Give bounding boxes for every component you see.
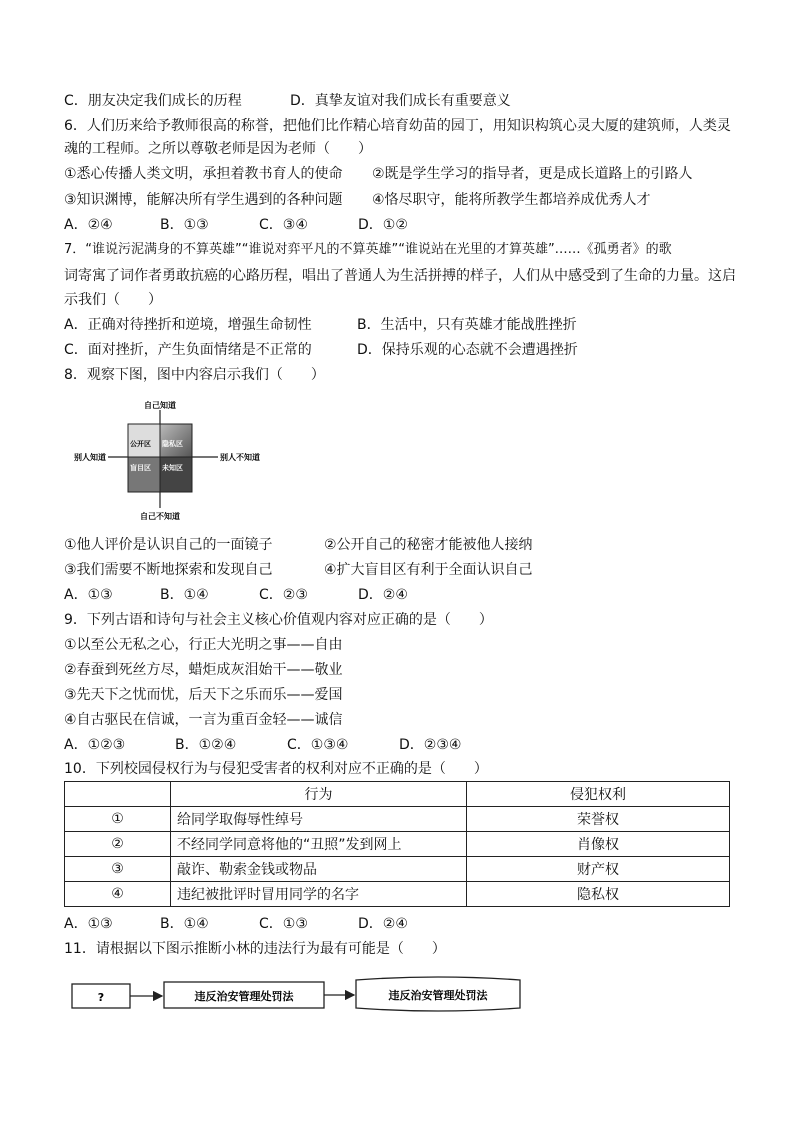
- label-others-know: 别人知道: [74, 453, 106, 462]
- q10-option-d: D．②④: [358, 916, 408, 932]
- table-header-cell: 行为: [171, 782, 467, 807]
- q9-option-b: B．①②④: [175, 737, 237, 753]
- q8-statement-2: ②公开自己的秘密才能被他人接纳: [324, 537, 533, 553]
- q9-statement-3: ③先天下之忧而忧，后天下之乐而乐——爱国: [64, 687, 343, 703]
- q7-option-b: B．生活中，只有英雄才能战胜挫折: [357, 317, 577, 333]
- q6-option-c: C．③④: [259, 217, 308, 233]
- q7-stem-line2: 词寄寓了词作者勇敢抗癌的心路历程，唱出了普通人为生活拼搏的样子，人们从中感受到了生命的力量。这启: [64, 268, 736, 284]
- q7-stem-line1: 7．“谁说污泥满身的不算英雄”“谁说对弈平凡的不算英雄”“谁说站在光里的才算英雄”……《孤勇者》的歌: [64, 242, 672, 257]
- table-header-cell: [65, 782, 171, 807]
- table-header-row: [65, 782, 730, 807]
- label-self-not-know: 自己不知道: [140, 512, 180, 521]
- q6-statement-2: ②既是学生学习的指导者，更是成长道路上的引路人: [372, 166, 693, 182]
- q7-stem-line3: 示我们（ ）: [64, 292, 162, 308]
- q6-stem-line1: 6．人们历来给予教师很高的称誉，把他们比作精心培育幼苗的园丁，用知识构筑心灵大厦的建筑师，人类灵: [64, 118, 731, 134]
- q8-statement-4: ④扩大盲目区有利于全面认识自己: [324, 562, 533, 578]
- q8-option-d: D．②④: [358, 587, 408, 603]
- table-row: [65, 882, 730, 907]
- q6-option-a: A．②④: [64, 217, 113, 233]
- label-unknown-area: 未知区: [162, 464, 183, 472]
- q8-statement-3: ③我们需要不断地探索和发现自己: [64, 562, 273, 578]
- q9-option-c: C．①③④: [287, 737, 349, 753]
- quadrant-blind: [128, 457, 160, 492]
- q10-option-a: A．①③: [64, 916, 113, 932]
- label-hidden-area: 隐私区: [162, 440, 183, 448]
- q10-stem: 10．下列校园侵权行为与侵犯受害者的权利对应不正确的是（ ）: [64, 761, 488, 777]
- label-open-area: 公开区: [130, 440, 151, 448]
- q9-statement-4: ④自古驱民在信诚，一言为重百金轻——诚信: [64, 712, 343, 728]
- table-row: [65, 832, 730, 857]
- q9-statement-2: ②春蚕到死丝方尽，蜡炬成灰泪始干——敬业: [64, 662, 343, 678]
- q5-option-d: D．真挚友谊对我们成长有重要意义: [290, 93, 511, 109]
- label-blind-area: 盲目区: [130, 464, 151, 472]
- table-cell: ③: [65, 857, 171, 882]
- q6-option-d: D．①②: [358, 217, 408, 233]
- q8-option-a: A．①③: [64, 587, 113, 603]
- q7-option-d: D．保持乐观的心态就不会遭遇挫折: [357, 342, 578, 358]
- q8-option-c: C．②③: [259, 587, 308, 603]
- q9-option-a: A．①②③: [64, 737, 126, 753]
- q7-option-a: A．正确对待挫折和逆境，增强生命韧性: [64, 317, 312, 333]
- table-row: [65, 857, 730, 882]
- table-cell: ①: [65, 807, 171, 832]
- q9-stem: 9．下列古语和诗句与社会主义核心价值观内容对应正确的是（ ）: [64, 612, 493, 628]
- table-cell: 荣誉权: [467, 807, 730, 832]
- q10-option-b: B．①④: [160, 916, 209, 932]
- table-cell: 敲诈、勒索金钱或物品: [171, 857, 467, 882]
- q8-option-b: B．①④: [160, 587, 209, 603]
- flow-box-middle-label: 违反治安管理处罚法: [194, 990, 294, 1003]
- q6-statement-4: ④恪尽职守，能将所教学生都培养成优秀人才: [372, 192, 651, 208]
- johari-window-diagram: [70, 398, 270, 523]
- table-cell: 不经同学同意将他的“丑照”发到网上: [171, 832, 467, 857]
- table-cell: 给同学取侮辱性绰号: [171, 807, 467, 832]
- table-cell: 财产权: [467, 857, 730, 882]
- table-cell: 隐私权: [467, 882, 730, 907]
- q5-option-c: C．朋友决定我们成长的历程: [64, 93, 242, 109]
- flow-box-unknown-label: ?: [97, 991, 105, 1004]
- table-header-cell: 侵犯权利: [467, 782, 730, 807]
- q7-option-c: C．面对挫折，产生负面情绪是不正常的: [64, 342, 312, 358]
- q10-option-c: C．①③: [259, 916, 308, 932]
- table-cell: ②: [65, 832, 171, 857]
- label-others-not-know: 别人不知道: [220, 453, 260, 462]
- q6-statement-1: ①悉心传播人类文明，承担着教书育人的使命: [64, 166, 343, 182]
- q8-statement-1: ①他人评价是认识自己的一面镜子: [64, 537, 273, 553]
- table-cell: ④: [65, 882, 171, 907]
- q9-option-d: D．②③④: [399, 737, 462, 753]
- table-cell: 违纪被批评时冒用同学的名字: [171, 882, 467, 907]
- q6-stem-line2: 魂的工程师。之所以尊敬老师是因为老师（ ）: [64, 141, 372, 157]
- q11-stem: 11．请根据以下图示推断小林的违法行为最有可能是（ ）: [64, 941, 446, 957]
- table-row: [65, 807, 730, 832]
- label-self-know: 自己知道: [144, 401, 176, 410]
- rights-table: [64, 781, 730, 907]
- q8-stem: 8．观察下图，图中内容启示我们（ ）: [64, 367, 325, 383]
- q6-statement-3: ③知识渊博，能解决所有学生遇到的各种问题: [64, 192, 343, 208]
- q9-statement-1: ①以至公无私之心，行正大光明之事——自由: [64, 637, 343, 653]
- quadrant-unknown: [160, 457, 192, 492]
- q6-option-b: B．①③: [160, 217, 209, 233]
- law-flow-diagram: [70, 972, 530, 1016]
- table-cell: 肖像权: [467, 832, 730, 857]
- flow-box-result-label: 违反治安管理处罚法: [388, 989, 488, 1002]
